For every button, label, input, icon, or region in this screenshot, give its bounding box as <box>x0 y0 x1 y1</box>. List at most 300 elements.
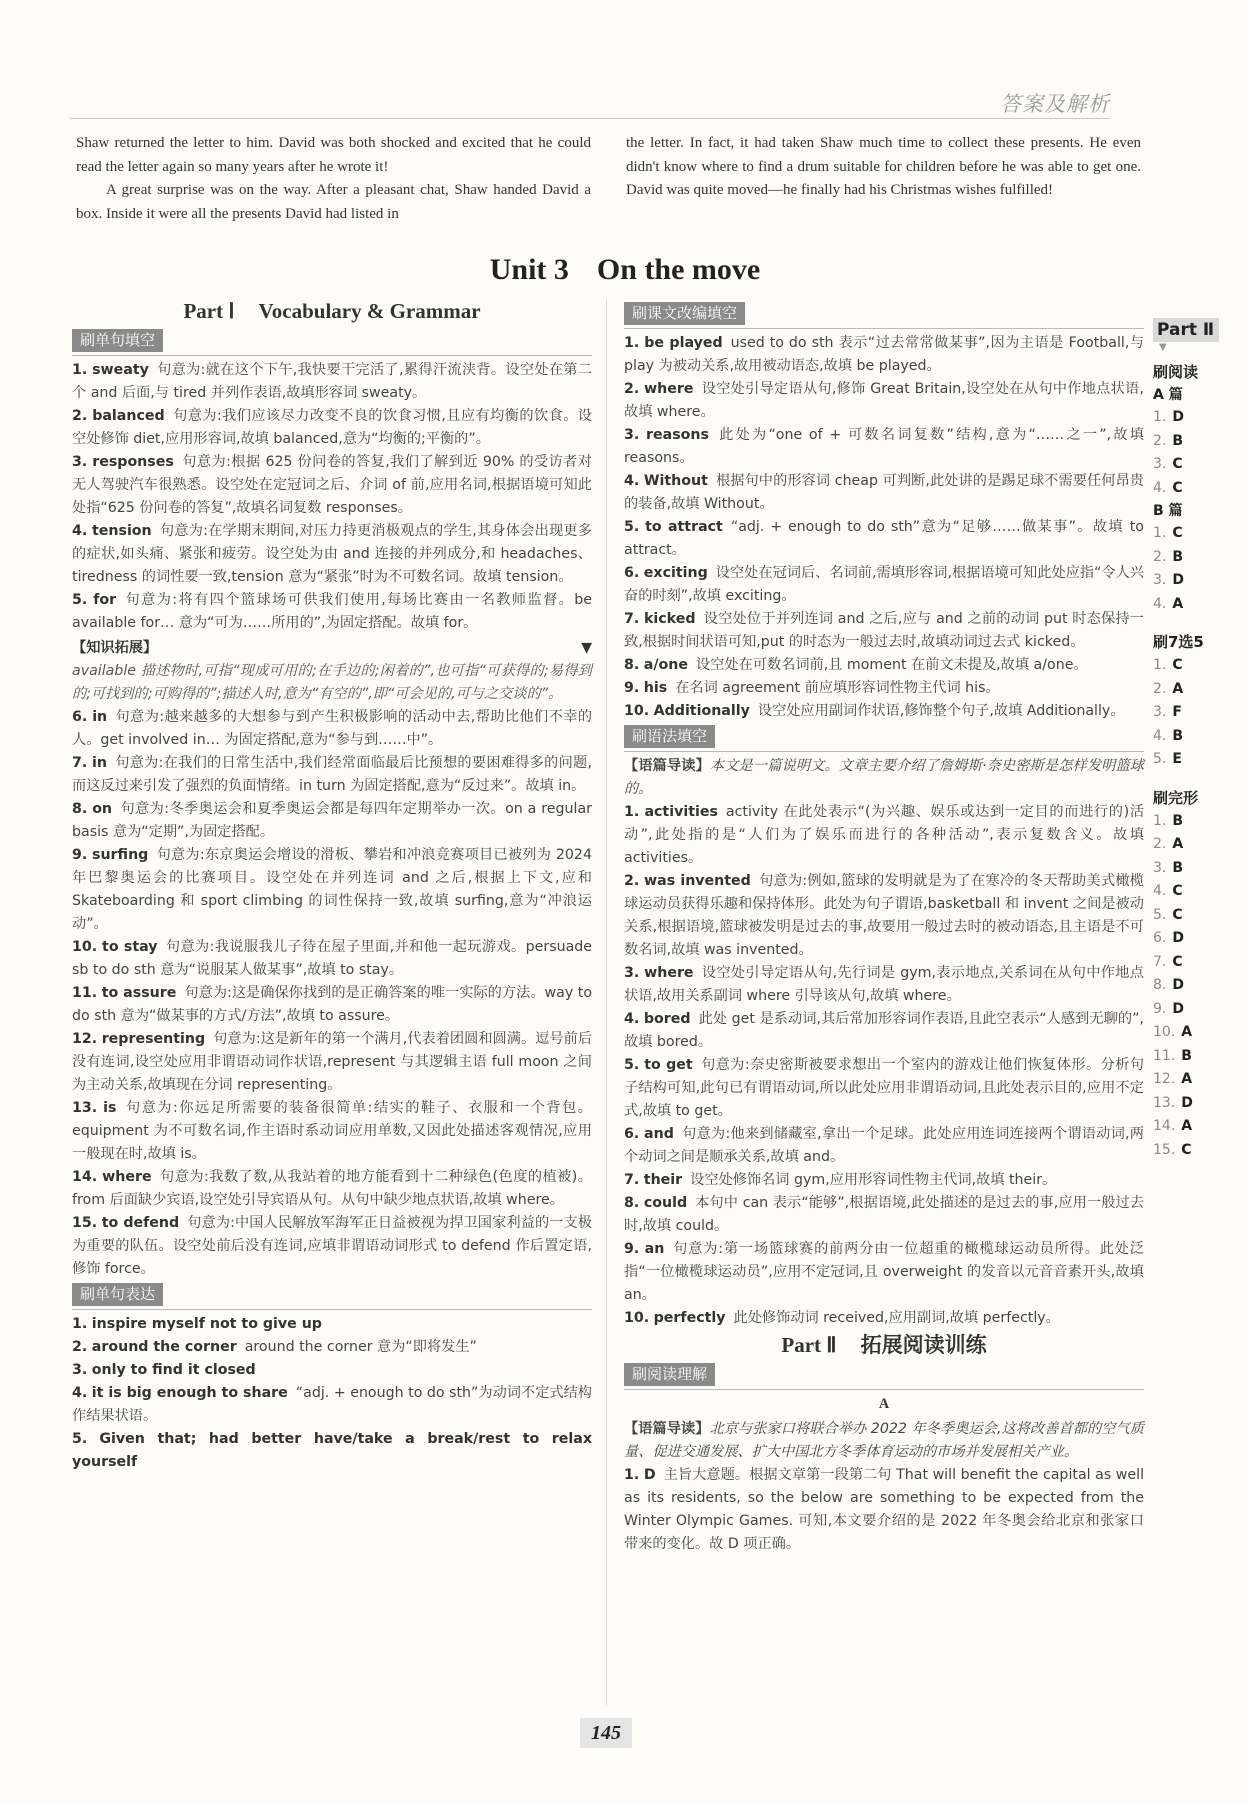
item-explanation: 此处为“one of + 可数名词复数”结构,意为“……之一”,故填 reasons。 <box>624 427 1144 466</box>
item-answer: an <box>644 1241 665 1257</box>
sidebar-answer-letter: C <box>1172 456 1183 472</box>
item-number: 6. <box>624 1126 640 1142</box>
item-number: 12. <box>72 1031 98 1047</box>
section-header <box>624 1361 1144 1390</box>
part1-label: Part Ⅰ <box>183 299 235 323</box>
item-explanation: around the corner 意为“即将发生” <box>244 1339 477 1355</box>
item-explanation: 句意为:这是确保你找到的是正确答案的唯一实际的方法。way to do sth 意为“做某事的方式/方法”,故填 to assure。 <box>72 985 593 1024</box>
intro-paragraph: the letter. In fact, it had taken Shaw much time to collect these presents. He even didn't know where to find a drum suitable for children before he was able to get one. David was quite moved—he finally had his Christmas wishes fulfilled! <box>626 135 1141 198</box>
item-explanation: 主旨大意题。根据文章第一段第二句 That will benefit the capital as well as its residents, so the below are something to be expected from the Winter Olympic Games. 可知,本文要介绍的是 2022 年冬奥会给北京和张家口带来的变化。故 D 项正确。 <box>624 1467 1145 1552</box>
section-header <box>624 300 1144 329</box>
answer-item <box>624 1238 1144 1307</box>
answer-item <box>72 1028 592 1097</box>
sidebar-answer-letter: C <box>1181 1141 1192 1158</box>
sidebar-answer-number: 5. <box>1153 751 1167 767</box>
page-number: 145 <box>580 1718 632 1748</box>
item-explanation: 设空处在冠词后、名词前,需填形容词,根据语境可知此处应指“令人兴奋的时刻”,故填 exciting。 <box>624 565 1144 604</box>
item-number: 2. <box>72 1339 88 1355</box>
sentence-expression-list <box>72 1313 592 1474</box>
answer-item <box>72 405 592 451</box>
item-explanation: 句意为:中国人民解放军海军正日益被视为捍卫国家利益的一支极为重要的队伍。设空处前后没有连词,应填非谓语动词形式 to defend 作后置定语,修饰 force。 <box>72 1215 592 1277</box>
item-number: 1. <box>624 804 640 820</box>
item-answer: D <box>643 1467 656 1483</box>
part2-name: 拓展阅读训练 <box>860 1333 987 1357</box>
item-explanation: 句意为:就在这个下午,我快要干完活了,累得汗流浃背。设空处在第二个 and 后面,与 tired 并列作表语,故填形容词 sweaty。 <box>72 362 592 401</box>
item-answer: in <box>92 709 108 725</box>
sidebar-answer-letter: C <box>1172 883 1183 899</box>
item-explanation: 句意为:东京奥运会增设的滑板、攀岩和冲浪竞赛项目已被列为 2024 年巴黎奥运会的比赛项目。设空处在并列连词 and 之后,根据上下文,应和 Skateboarding 和 sport climbing 的词性保持一致,故填 surfing,意为“冲浪运动”。 <box>72 847 592 932</box>
part1-name: Vocabulary & Grammar <box>258 299 481 323</box>
answer-item <box>624 1054 1144 1123</box>
sidebar-answer-letter: A <box>1181 1024 1193 1040</box>
item-explanation: 句意为:第一场篮球赛的前两分由一位超重的橄榄球运动员所得。此处泛指“一位橄榄球运动员”,应用不定冠词,且 overweight 的发音以元音音素开头,故填 an。 <box>624 1241 1144 1303</box>
item-explanation: 句意为:我说服我儿子待在屋子里面,并和他一起玩游戏。persuade sb to do sth 意为“说服某人做某事”,故填 to stay。 <box>72 939 593 978</box>
answer-item <box>72 752 592 798</box>
cloze-answers <box>1153 810 1218 1163</box>
intro-paragraph: Shaw returned the letter to him. David was both shocked and excited that he could read the letter again so many years after he wrote it! <box>76 135 591 175</box>
sidebar-answer-letter: D <box>1172 1000 1184 1017</box>
passage-title: A <box>878 1396 890 1412</box>
part1-title <box>72 300 592 323</box>
item-number: 5. <box>624 519 640 535</box>
item-number: 15. <box>72 1215 98 1231</box>
item-number: 7. <box>624 1172 640 1188</box>
item-explanation: 句意为:在学期末期间,对压力持更消极观点的学生,其身体会出现更多的症状,如头痛、紧张和疲劳。设空处为由 and 连接的并列成分,和 headaches、tiredness 的词性要一致,tension 意为“紧张”时为不可数名词。故填 tension。 <box>72 523 592 585</box>
intro-left-column <box>76 132 591 226</box>
item-answer: where <box>644 381 694 397</box>
guide-label: 【语篇导读】 <box>624 1421 710 1437</box>
sidebar-answer-letter: F <box>1172 704 1182 720</box>
item-answer: was invented <box>644 873 751 889</box>
item-answer: kicked <box>643 611 696 627</box>
item-number: 10. <box>624 703 650 719</box>
item-number: 4. <box>624 473 640 489</box>
sidebar-answer-number: 2. <box>1153 548 1167 565</box>
sidebar-answer-number: 4. <box>1153 883 1167 899</box>
item-explanation: 句意为:例如,篮球的发明就是为了在寒冷的冬天帮助美式橄榄球运动员获得乐趣和保持体形。此处为句子谓语,basketball 和 invent 之间是被动关系,根据语境,篮球被发明是过去的事,故要用一般过去时的被动语态,且主语是不可数名词,故填 was invented。 <box>624 873 1144 958</box>
answer-item <box>72 798 592 844</box>
item-answer: it is big enough to share <box>91 1385 288 1401</box>
item-answer: to stay <box>102 939 158 955</box>
item-explanation: 句意为:在我们的日常生活中,我们经常面临最后比预想的要困难得多的问题,而这反过来引发了强烈的负面情绪。in turn 为固定搭配,意为“反过来”。故填 in。 <box>72 755 592 794</box>
item-explanation: “adj. + enough to do sth”为动词不定式结构作结果状语。 <box>72 1385 592 1424</box>
sidebar-answer-letter: B <box>1172 432 1184 449</box>
sidebar-answer-letter: B <box>1172 727 1184 744</box>
answer-item <box>72 589 592 635</box>
answer-item <box>624 424 1144 470</box>
passage-b-answers <box>1153 522 1218 616</box>
grammar-fill-list <box>624 801 1144 1330</box>
item-answer: his <box>643 680 668 696</box>
sidebar-answer <box>1153 1115 1218 1139</box>
sidebar-answer-letter: B <box>1181 1047 1192 1064</box>
item-number: 7. <box>624 611 640 627</box>
answer-item <box>72 982 592 1028</box>
item-number: 4. <box>72 1385 88 1401</box>
sidebar-answer-number: 1. <box>1153 812 1167 829</box>
sidebar-answer-letter: A <box>1172 680 1184 697</box>
item-explanation: 设空处在可数名词前,且 moment 在前文未提及,故填 a/one。 <box>696 657 1088 673</box>
item-answer: surfing <box>92 847 149 863</box>
answer-item <box>72 706 592 752</box>
answer-item <box>72 1336 592 1359</box>
item-answer: reasons <box>646 427 709 443</box>
item-explanation: 句意为:这是新年的第一个满月,代表着团圆和圆满。逗号前后没有连词,设空处应用非谓语动词作状语,represent 与其逻辑主语 full moon 之间为主动关系,故填现在分词 representing。 <box>72 1031 593 1093</box>
answer-item <box>72 1212 592 1281</box>
item-explanation: 句意为:我们应该尽力改变不良的饮食习惯,且应有均衡的饮食。设空处修饰 diet,应用形容词,故填 balanced,意为“均衡的;平衡的”。 <box>72 408 592 447</box>
reading-guide <box>624 755 1144 801</box>
section-header <box>72 1281 592 1310</box>
sidebar-answer-number: 2. <box>1153 836 1167 852</box>
item-answer: a/one <box>643 657 689 673</box>
sidebar-answer-letter: D <box>1172 572 1184 588</box>
sidebar-answer-letter: A <box>1181 1071 1193 1087</box>
sidebar-answer <box>1153 1045 1218 1069</box>
sidebar-answer-number: 9. <box>1153 1000 1167 1017</box>
sidebar-answer-number: 4. <box>1153 727 1167 744</box>
sidebar-answer <box>1153 477 1218 501</box>
sidebar-answer-number: 4. <box>1153 595 1167 612</box>
answer-item <box>624 801 1144 870</box>
answer-item <box>624 1169 1144 1192</box>
sidebar-answer-number: 14. <box>1153 1118 1176 1134</box>
sidebar-answer-letter: B <box>1172 812 1184 829</box>
sidebar-answer <box>1153 701 1218 725</box>
sidebar-answer <box>1153 430 1218 454</box>
item-number: 8. <box>72 801 88 817</box>
sidebar-answer-number: 2. <box>1153 680 1167 697</box>
item-explanation: “adj. + enough to do sth”意为“足够……做某事”。故填 to attract。 <box>624 519 1144 558</box>
item-explanation: 句意为:我数了数,从我站着的地方能看到十二种绿色(色度的植被)。from 后面缺少宾语,设空处引导宾语从句。从句中缺少地点状语,故填 where。 <box>72 1169 592 1208</box>
seven-choose-five-answers <box>1153 654 1218 772</box>
item-answer: to assure <box>101 985 177 1001</box>
column-divider <box>606 300 607 1705</box>
sidebar-answer <box>1153 1021 1218 1045</box>
item-answer: Given that; had better have/take a break/rest to relax yourself <box>72 1431 592 1470</box>
answer-item <box>72 451 592 520</box>
sidebar-answer <box>1153 833 1218 857</box>
item-number: 1. <box>624 1467 640 1483</box>
header-divider <box>70 118 1110 119</box>
item-answer: to attract <box>645 519 723 535</box>
sidebar-answer-letter: A <box>1172 836 1184 852</box>
item-number: 14. <box>72 1169 98 1185</box>
item-number: 9. <box>624 1241 640 1257</box>
sidebar-answer-letter: D <box>1172 977 1184 993</box>
sidebar-answer <box>1153 748 1218 772</box>
sidebar-answer <box>1153 951 1218 975</box>
item-number: 1. <box>72 1316 88 1332</box>
answer-item <box>624 470 1144 516</box>
item-number: 2. <box>72 408 88 424</box>
sidebar-answer <box>1153 1068 1218 1092</box>
item-explanation: 句意为:将有四个篮球场可供我们使用,每场比赛由一名教师监督。be available for… 意为“可为……所用的”,为固定搭配。故填 for。 <box>72 592 592 631</box>
item-number: 3. <box>624 965 640 981</box>
item-number: 7. <box>72 755 88 771</box>
item-number: 10. <box>624 1310 650 1326</box>
answer-item <box>624 1307 1144 1330</box>
sidebar-answer-number: 11. <box>1153 1047 1176 1064</box>
item-answer: representing <box>101 1031 206 1047</box>
extension-text: available 描述物时,可指“现成可用的;在手边的;闲着的”,也可指“可获得的;易得到的;可找到的;可购得的”;描述人时,意为“有空的”,即“可会见的,可与之交谈的”。 <box>72 663 592 702</box>
item-number: 4. <box>72 523 88 539</box>
sidebar-answer-number: 3. <box>1153 572 1167 588</box>
answer-item <box>624 1192 1144 1238</box>
sidebar-answer-number: 13. <box>1153 1094 1176 1111</box>
item-number: 3. <box>72 1362 88 1378</box>
item-number: 6. <box>624 565 640 581</box>
guide-text: 本文是一篇说明文。文章主要介绍了詹姆斯·奈史密斯是怎样发明篮球的。 <box>624 758 1144 797</box>
item-answer: for <box>93 592 117 608</box>
sidebar-answer <box>1153 1092 1218 1116</box>
item-answer: balanced <box>92 408 165 424</box>
sidebar-answer-number: 3. <box>1153 456 1167 472</box>
sidebar-answer-number: 1. <box>1153 409 1167 425</box>
answer-item <box>624 700 1144 723</box>
sidebar-answer-letter: D <box>1181 1094 1193 1111</box>
unit-name: On the move <box>596 253 761 286</box>
item-number: 2. <box>624 873 640 889</box>
sidebar-answer-letter: C <box>1172 657 1183 673</box>
item-explanation: 本句中 can 表示“能够”,根据语境,此处描述的是过去的事,应用一般过去时,故填 could。 <box>624 1195 1144 1234</box>
item-explanation: 此处 get 是系动词,其后常加形容词作表语,且此空表示“人感到无聊的”,故填 bored。 <box>624 1011 1144 1050</box>
answer-item <box>624 608 1144 654</box>
sidebar-answer-number: 5. <box>1153 906 1167 923</box>
reading-group-label: 刷阅读 <box>1153 363 1199 381</box>
item-answer: where <box>102 1169 152 1185</box>
part2-badge: Part Ⅱ <box>1153 318 1219 342</box>
item-number: 5. <box>72 592 88 608</box>
item-explanation: 在名词 agreement 前应填形容词性物主代词 his。 <box>675 680 1000 696</box>
item-number: 8. <box>624 1195 640 1211</box>
answer-item <box>624 1123 1144 1169</box>
passage-a-answers <box>1153 406 1218 500</box>
item-number: 10. <box>72 939 98 955</box>
sidebar-answer <box>1153 1139 1218 1163</box>
answer-item <box>72 1313 592 1336</box>
item-number: 4. <box>624 1011 640 1027</box>
item-number: 13. <box>72 1100 98 1116</box>
item-explanation: 根据句中的形容词 cheap 可判断,此处讲的是踢足球不需要任何昂贵的装备,故填 Without。 <box>624 473 1144 512</box>
sidebar-answer-number: 7. <box>1153 953 1167 970</box>
item-answer: on <box>92 801 113 817</box>
chevron-down-icon: ▼ <box>1159 342 1167 353</box>
item-explanation: activity 在此处表示“(为兴趣、娱乐或达到一定目的而进行的)活动”,此处指的是“人们为了娱乐而进行的各种活动”,表示复数含义。故填 activities。 <box>624 804 1145 866</box>
header-title: 答案及解析 <box>1000 92 1110 116</box>
item-answer: responses <box>92 454 174 470</box>
item-answer: around the corner <box>91 1339 237 1355</box>
item-number: 9. <box>624 680 640 696</box>
item-number: 3. <box>72 454 88 470</box>
answer-item <box>624 1008 1144 1054</box>
answer-item <box>624 962 1144 1008</box>
item-answer: tension <box>92 523 152 539</box>
item-number: 11. <box>72 985 98 1001</box>
unit-title <box>0 253 1250 287</box>
sidebar-answer-number: 4. <box>1153 479 1167 496</box>
sidebar-answer-number: 1. <box>1153 525 1167 541</box>
sidebar-answer-number: 6. <box>1153 930 1167 946</box>
answer-item <box>72 936 592 982</box>
reading-answer-list <box>624 1464 1144 1556</box>
item-explanation: 设空处应用副词作状语,修饰整个句子,故填 Additionally。 <box>757 703 1125 719</box>
item-answer: only to find it closed <box>91 1362 256 1378</box>
item-answer: bored <box>643 1011 691 1027</box>
sidebar-answer-number: 1. <box>1153 657 1167 673</box>
sidebar-answer-letter: A <box>1181 1118 1193 1134</box>
intro-paragraph: A great surprise was on the way. After a pleasant chat, Shaw handed David a box. Inside it were all the presents David had listed in <box>76 182 591 222</box>
item-answer: is <box>103 1100 117 1116</box>
item-answer: Additionally <box>653 703 750 719</box>
item-explanation: 设空处引导定语从句,修饰 Great Britain,设空处在从句中作地点状语,故填 where。 <box>624 381 1144 420</box>
answer-item <box>624 1464 1144 1556</box>
extension-label: 【知识拓展】 <box>72 640 158 656</box>
guide-text: 北京与张家口将联合举办 2022 年冬季奥运会,这将改善首都的空气质量、促进交通发展、扩大中国北方冬季体育运动的市场并发展相关产业。 <box>624 1421 1144 1460</box>
sidebar-answer <box>1153 678 1218 702</box>
left-column <box>72 300 592 1474</box>
item-answer: Without <box>643 473 708 489</box>
item-answer: in <box>92 755 108 771</box>
item-answer: exciting <box>643 565 708 581</box>
section-label: 刷单句表达 <box>72 1283 163 1306</box>
item-number: 1. <box>72 362 88 378</box>
answer-item <box>624 516 1144 562</box>
answer-item <box>72 1097 592 1166</box>
section-label: 刷课文改编填空 <box>624 302 745 325</box>
sidebar-answer <box>1153 569 1218 593</box>
item-explanation: 句意为:他来到储藏室,拿出一个足球。此处应用连词连接两个谓语动词,两个动词之间是顺承关系,故填 and。 <box>624 1126 1144 1165</box>
unit-label: Unit 3 <box>489 253 569 286</box>
sidebar-answer-letter: D <box>1172 409 1184 425</box>
answer-item <box>72 1359 592 1382</box>
sidebar-answer-number: 2. <box>1153 432 1167 449</box>
item-answer: perfectly <box>653 1310 726 1326</box>
item-explanation: 此处修饰动词 received,应用副词,故填 perfectly。 <box>733 1310 1060 1326</box>
sidebar-answer <box>1153 546 1218 570</box>
item-number: 5. <box>624 1057 640 1073</box>
passage-a-label: A 篇 <box>1153 387 1183 403</box>
sidebar-answer-number: 8. <box>1153 977 1167 993</box>
sidebar-answer-letter: A <box>1172 595 1184 612</box>
part2-label: Part Ⅱ <box>781 1333 837 1357</box>
sidebar-answer-letter: E <box>1172 751 1182 767</box>
passage-b-label: B 篇 <box>1153 503 1183 519</box>
item-answer: where <box>644 965 694 981</box>
item-number: 3. <box>624 427 640 443</box>
sidebar-answer-letter: B <box>1172 859 1184 876</box>
sidebar-answer <box>1153 406 1218 430</box>
section-header <box>624 723 1144 752</box>
sentence-fill-list-continued <box>72 706 592 1281</box>
section-label: 刷单句填空 <box>72 329 163 352</box>
item-answer: could <box>643 1195 688 1211</box>
section-header <box>72 327 592 356</box>
answer-item <box>624 654 1144 677</box>
item-answer: sweaty <box>92 362 149 378</box>
item-number: 8. <box>624 657 640 673</box>
answer-item <box>624 378 1144 424</box>
item-explanation: 设空处引导定语从句,先行词是 gym,表示地点,关系词在从句中作地点状语,故用关系副词 where 引导该从句,故填 where。 <box>624 965 1144 1004</box>
item-explanation: 句意为:根据 625 份问卷的答复,我们了解到近 90% 的受访者对无人驾驶汽车很熟悉。设空处在定冠词之后、介词 of 前,应用名词,根据语境可知此处指“625 份问卷的答复”,故填名词复数 responses。 <box>72 454 592 516</box>
sidebar-answer <box>1153 927 1218 951</box>
reading-guide <box>624 1418 1144 1464</box>
item-number: 1. <box>624 335 640 351</box>
section-label: 刷阅读理解 <box>624 1363 715 1386</box>
sidebar-answer <box>1153 974 1218 998</box>
sidebar-answer-letter: C <box>1172 479 1183 496</box>
item-number: 9. <box>72 847 88 863</box>
item-answer: be played <box>644 335 723 351</box>
answer-item <box>72 1382 592 1428</box>
sidebar-answer <box>1153 522 1218 546</box>
item-explanation: 设空处位于并列连词 and 之后,应与 and 之前的动词 put 时态保持一致,根据时间状语可知,put 的时态为一般过去时,故填动词过去式 kicked。 <box>624 611 1144 650</box>
sidebar-answer-number: 12. <box>1153 1071 1176 1087</box>
answer-item <box>624 677 1144 700</box>
sidebar-answer-letter: C <box>1172 953 1183 970</box>
answer-item <box>72 1428 592 1474</box>
answer-item <box>72 844 592 936</box>
sidebar-answer-number: 3. <box>1153 859 1167 876</box>
answer-item <box>624 562 1144 608</box>
item-answer: their <box>643 1172 683 1188</box>
text-adaptation-list <box>624 332 1144 723</box>
item-answer: to defend <box>101 1215 180 1231</box>
sidebar-answer <box>1153 810 1218 834</box>
item-explanation: 句意为:冬季奥运会和夏季奥运会都是每四年定期举办一次。on a regular basis 意为“定期”,为固定搭配。 <box>72 801 592 840</box>
item-answer: to get <box>644 1057 693 1073</box>
answer-item <box>624 870 1144 962</box>
item-answer: activities <box>644 804 718 820</box>
sidebar-answer-letter: C <box>1172 906 1183 923</box>
part2-title <box>624 1334 1144 1357</box>
item-explanation: 句意为:越来越多的大想参与到产生积极影响的活动中去,帮助比他们不幸的人。get involved in… 为固定搭配,意为“参与到……中”。 <box>72 709 593 748</box>
sidebar-answer <box>1153 998 1218 1022</box>
sidebar-answer <box>1153 857 1218 881</box>
item-explanation: 句意为:奈史密斯被要求想出一个室内的游戏让他们恢复体形。分析句子结构可知,此句已有谓语动词,所以此处应用非谓语动词,且此处表示目的,应用不定式,故填 to get。 <box>624 1057 1144 1119</box>
item-answer: and <box>644 1126 674 1142</box>
sentence-fill-list <box>72 359 592 635</box>
sidebar-answer <box>1153 654 1218 678</box>
sidebar-answer-letter: D <box>1172 930 1184 946</box>
item-explanation: used to do sth 表示“过去常常做某事”,因为主语是 Football,与 play 为被动关系,故用被动语态,故填 be played。 <box>624 335 1145 374</box>
sidebar-answer <box>1153 593 1218 617</box>
answer-item <box>72 359 592 405</box>
item-number: 6. <box>72 709 88 725</box>
sidebar-answer-letter: C <box>1172 525 1183 541</box>
sidebar-answer <box>1153 904 1218 928</box>
sidebar-answer <box>1153 725 1218 749</box>
item-answer: inspire myself not to give up <box>91 1316 322 1332</box>
sidebar-answer-number: 3. <box>1153 704 1167 720</box>
answer-item <box>624 332 1144 378</box>
sidebar-answer-number: 15. <box>1153 1141 1176 1158</box>
seven-choose-five-label: 刷7选5 <box>1153 633 1204 651</box>
sidebar-answer <box>1153 453 1218 477</box>
item-explanation: 设空处修饰名词 gym,应用形容词性物主代词,故填 their。 <box>690 1172 1057 1188</box>
middle-column <box>624 300 1144 1556</box>
extension-header <box>72 637 592 660</box>
section-label: 刷语法填空 <box>624 725 715 748</box>
item-number: 2. <box>624 381 640 397</box>
answer-sidebar <box>1153 318 1218 1162</box>
cloze-label: 刷完形 <box>1153 788 1199 807</box>
sidebar-answer-letter: B <box>1172 548 1184 565</box>
intro-right-column <box>626 132 1141 203</box>
sidebar-answer-number: 10. <box>1153 1024 1176 1040</box>
item-explanation: 句意为:你远足所需要的装备很简单:结实的鞋子、衣服和一个背包。equipment 为不可数名词,作主语时系动词应用单数,又因此处描述客观情况,应用一般现在时,故填 is。 <box>72 1100 592 1162</box>
sidebar-answer <box>1153 880 1218 904</box>
answer-item <box>72 520 592 589</box>
